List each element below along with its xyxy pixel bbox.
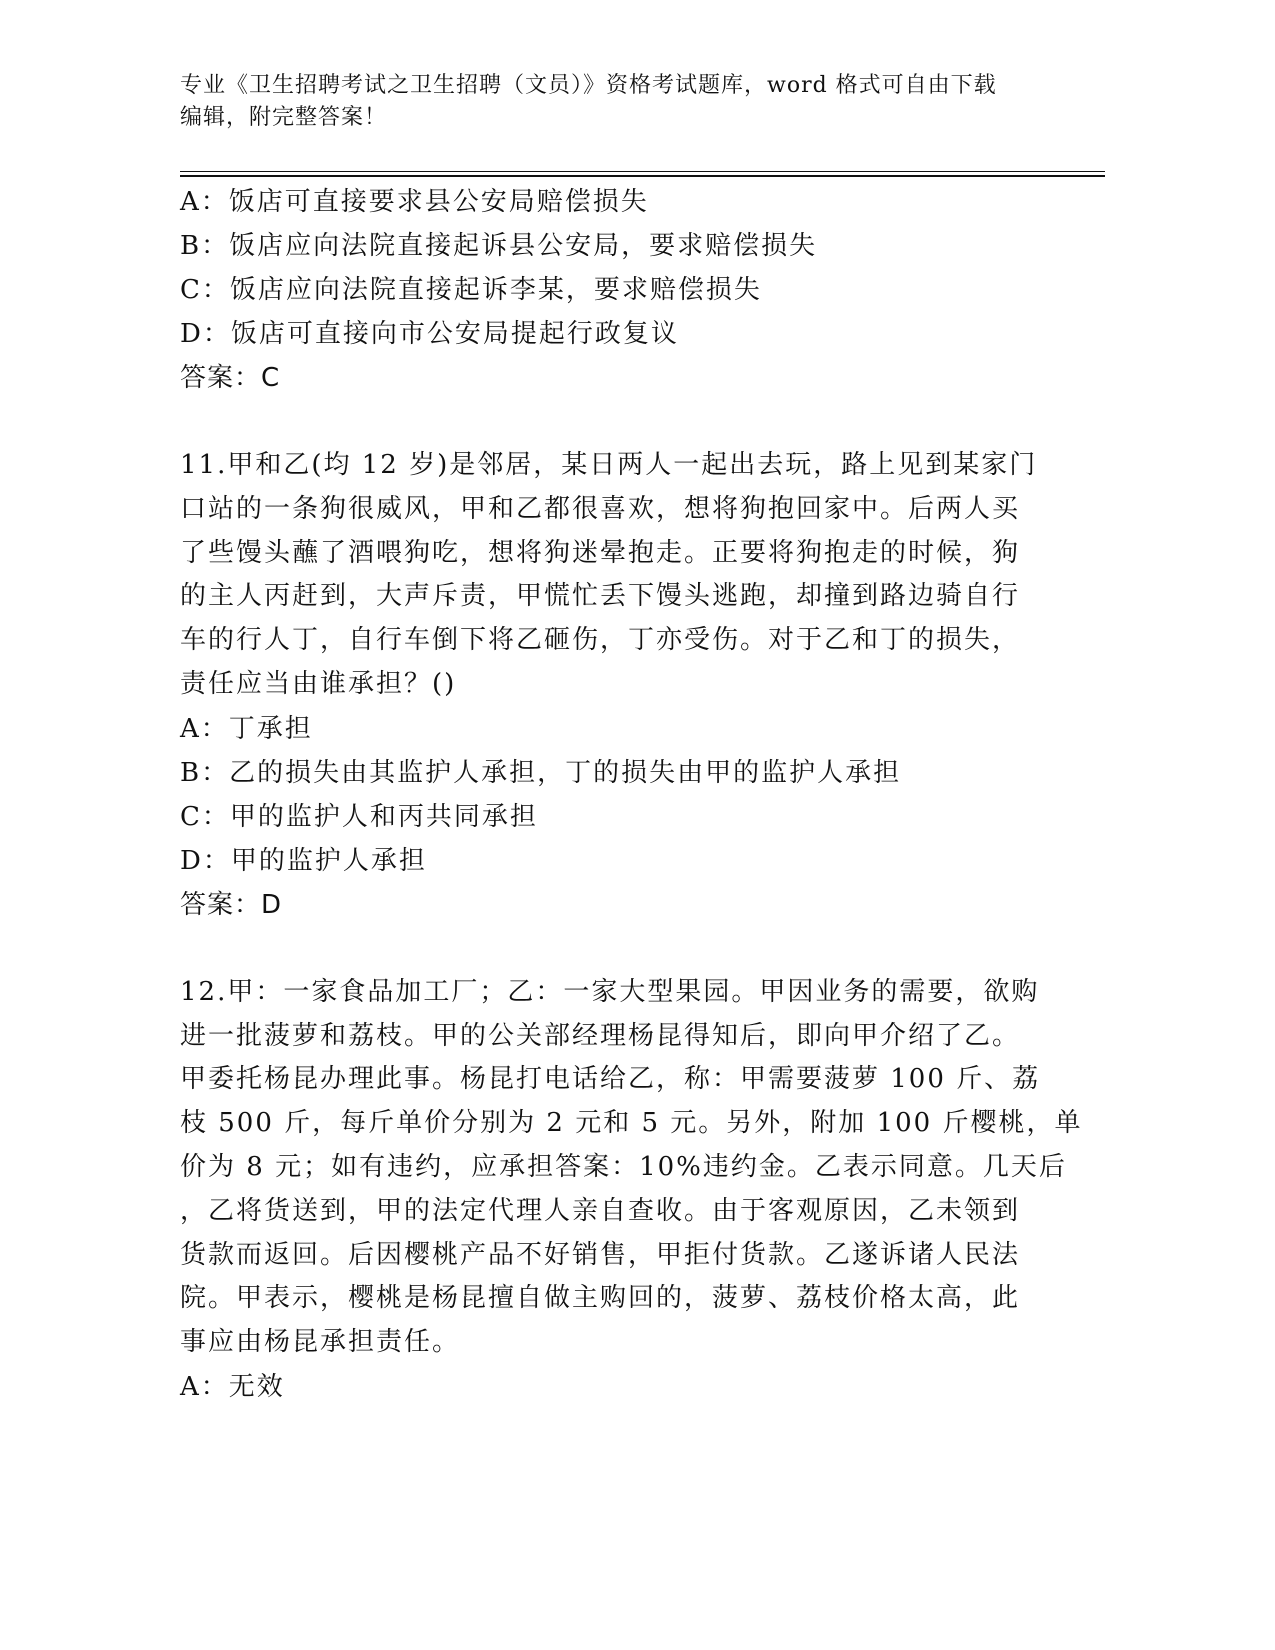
header-rule-thin: [180, 171, 1105, 172]
option-a: A：无效: [180, 1371, 285, 1402]
question-text-line: 车的行人丁，自行车倒下将乙砸伤，丁亦受伤。对于乙和丁的损失，: [180, 625, 1021, 656]
header-rule-thick: [180, 175, 1105, 177]
option-a: A：饭店可直接要求县公安局赔偿损失: [180, 187, 649, 217]
option-a: A：丁承担: [180, 713, 313, 744]
question-text-line: 甲委托杨昆办理此事。杨昆打电话给乙，称：甲需要菠萝 100 斤、荔: [180, 1064, 1041, 1095]
question-text-line: 口站的一条狗很威风，甲和乙都很喜欢，想将狗抱回家中。后两人买: [180, 493, 1021, 524]
question-text-line: 责任应当由谁承担？(): [180, 668, 457, 699]
question-text-line: 价为 8 元；如有违约，应承担答案：10%违约金。乙表示同意。几天后: [180, 1151, 1067, 1182]
question-text-line: 枝 500 斤，每斤单价分别为 2 元和 5 元。另外，附加 100 斤樱桃，单: [180, 1108, 1083, 1139]
document-header: [180, 70, 1060, 134]
option-c: C：饭店应向法院直接起诉李某，要求赔偿损失: [180, 275, 762, 305]
question-text-line: 了些馒头蘸了酒喂狗吃，想将狗迷晕抱走。正要将狗抱走的时候，狗: [180, 537, 1021, 568]
document-body: [180, 180, 1083, 1409]
option-d: D：甲的监护人承担: [180, 845, 427, 876]
question-text-line: ，乙将货送到，甲的法定代理人亲自查收。由于客观原因，乙未领到: [180, 1195, 1021, 1226]
question-text-line: 院。甲表示，樱桃是杨昆擅自做主购回的，菠萝、荔枝价格太高，此: [180, 1283, 1021, 1314]
option-c: C：甲的监护人和丙共同承担: [180, 801, 538, 832]
answer-line: 答案：D: [180, 889, 283, 920]
question-text-line: 货款而返回。后因樱桃产品不好销售，甲拒付货款。乙遂诉诸人民法: [180, 1239, 1021, 1270]
question-text-line: 的主人丙赶到，大声斥责，甲慌忙丢下馒头逃跑，却撞到路边骑自行: [180, 581, 1021, 612]
question-12-block: [180, 971, 1083, 1409]
header-line-2: 编辑，附完整答案！: [180, 105, 388, 130]
question-text-line: 11.甲和乙(均 12 岁)是邻居，某日两人一起出去玩，路上见到某家门: [180, 450, 1038, 480]
question-text-line: 事应由杨昆承担责任。: [180, 1327, 461, 1358]
question-text-line: 12.甲：一家食品加工厂；乙：一家大型果园。甲因业务的需要，欲购: [180, 976, 1040, 1007]
question-11-block: [180, 444, 1038, 927]
option-b: B：饭店应向法院直接起诉县公安局，要求赔偿损失: [180, 231, 818, 261]
question-10-block: [180, 180, 1030, 400]
question-text-line: 进一批菠萝和荔枝。甲的公关部经理杨昆得知后，即向甲介绍了乙。: [180, 1020, 1021, 1051]
option-b: B：乙的损失由其监护人承担，丁的损失由甲的监护人承担: [180, 757, 902, 788]
header-line-1: 专业《卫生招聘考试之卫生招聘（文员）》资格考试题库，word 格式可自由下载: [180, 73, 997, 98]
answer-line: 答案：C: [180, 363, 281, 393]
option-d: D：饭店可直接向市公安局提起行政复议: [180, 319, 679, 349]
